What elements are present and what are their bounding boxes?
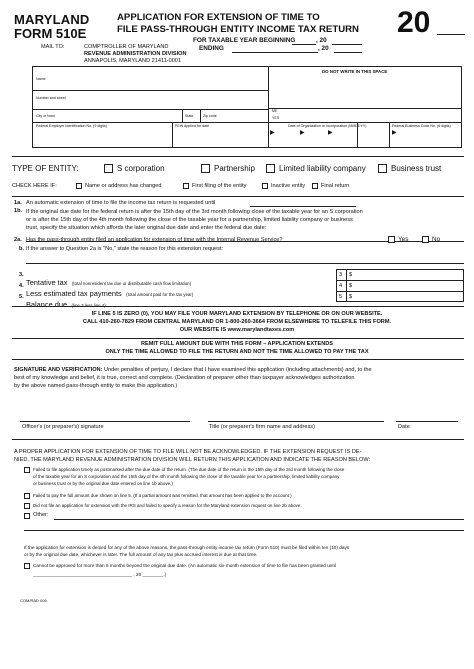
section-rule [12, 359, 464, 360]
line-1a-number: 1a. [14, 200, 22, 206]
disclaimer-line2: NIED, THE MARYLAND REVENUE ADMINISTRATION DIVISION WILL RETURN THIS APPLICATION AND INDICATE THE REASON BELOW: [14, 457, 371, 463]
reason-late-text-2: of the taxable year for an S corporation and the 15th day of the 4th month following the close of the taxable year for a partnership, limited liability company [33, 474, 340, 479]
reason-late-text-1: Failed to file application timely as postmarked after the due date of the return. (The due date of the return is the 15th day of the 3rd month following the close [33, 467, 345, 472]
state-title: MARYLAND [14, 12, 90, 27]
zip-label: Zip code [203, 114, 217, 118]
s-corp-label: S corporation [117, 164, 165, 173]
form-title-line2: FILE PASS-THROUGH ENTITY INCOME TAX RETURN [117, 24, 359, 35]
line-2b-text: If the answer to Question 2a is "No," state the reason for this extension request: [26, 246, 224, 252]
taxable-year-20: , 20 [316, 37, 327, 44]
taxable-begin-line[interactable] [292, 44, 316, 45]
arrow-icon: ▶ [392, 130, 397, 136]
arrow-icon: ▶ [270, 130, 275, 136]
yes-label: YES [272, 116, 280, 120]
middle-row-line [268, 108, 462, 109]
section-rule [12, 196, 464, 197]
line-5-note: (line 3 less line 4) [71, 303, 106, 308]
name-label: Name [36, 77, 46, 81]
line-4-amount-field[interactable] [356, 281, 463, 291]
line-3-label: Tentative tax [26, 278, 68, 287]
line-2a-number: 2a. [14, 237, 22, 243]
check-here-label: CHECK HERE IF: [12, 183, 57, 189]
signature-line: Under penalties of perjury, I declare that I have examined this application (including attachments) and, to the [104, 367, 372, 373]
llc-label: Limited liability company [279, 164, 366, 173]
title-field[interactable] [208, 421, 384, 422]
line-2a-yes-label: Yes [398, 236, 409, 243]
disclaimer-line1: A PROPER APPLICATION FOR EXTENSION OF TIME TO FILE WILL NOT BE ACKNOWLEDGED. IF THE EXTENSION REQUEST IS DE- [14, 449, 362, 455]
form-title-line1: APPLICATION FOR EXTENSION OF TIME TO [117, 12, 320, 23]
cannot-approve-checkbox[interactable] [24, 563, 30, 569]
line-1a-field[interactable] [250, 206, 356, 207]
row-number: 5 [339, 294, 343, 300]
dollar-sign: $ [349, 294, 353, 300]
line-2a-yes-checkbox[interactable] [388, 236, 395, 243]
reason-no-irs-checkbox[interactable] [24, 503, 30, 509]
reason-other-field-2[interactable] [24, 530, 464, 531]
row-number: 3 [339, 272, 343, 278]
date-label: Date [398, 424, 410, 430]
reason-late-checkbox[interactable] [24, 467, 30, 473]
final-return-checkbox[interactable] [312, 183, 318, 189]
business-trust-checkbox[interactable] [378, 164, 387, 173]
form-number: FORM 510E [14, 26, 87, 41]
reason-unpaid-text: Failed to pay the full amount due shown on line 5. (If a partial amount was remitted, that amount has been applied to the account.) [33, 493, 292, 498]
remit-line2: ONLY THE TIME ALLOWED TO FILE THE RETURN AND NOT THE TIME ALLOWED TO PAY THE TAX [105, 349, 369, 355]
row-number: 4 [339, 283, 343, 289]
line-3-amount-field[interactable] [356, 270, 463, 280]
line-5-number: 5. [19, 294, 24, 300]
name-changed-label: Name or address has changed [85, 183, 162, 189]
fein-applied-divider [268, 122, 269, 148]
partnership-label: Partnership [214, 164, 255, 173]
reason-late-text-3: or business trust or by the original due date entered on line 1b above.) [33, 481, 173, 486]
arrow-icon: ▶ [328, 130, 333, 136]
line-1b-text-1: If the original due date for the federal return is after the 15th day of the 3rd month following close of the taxable year for an S corporation [26, 209, 363, 215]
line-2a-text: Has the pass-through entity filed an application for extension of time with the Internal Revenue Service? [26, 237, 283, 243]
inactive-label: Inactive entity [271, 183, 306, 189]
date-org-divider [357, 122, 358, 148]
remit-line1: REMIT FULL AMOUNT DUE WITH THIS FORM – APPLICATION EXTENDS [140, 341, 334, 347]
me-label: ME [272, 109, 278, 113]
first-filing-label: First filing of the entity [192, 183, 247, 189]
denied-note-2: or by the original due date, whichever is later. The full amount of any tax plus accrued interest is due at that time. [24, 552, 258, 557]
officer-signature-label: Officer's (or preparer's) signature [22, 424, 104, 430]
ending-line[interactable] [232, 52, 318, 53]
line-2a-no-checkbox[interactable] [422, 236, 429, 243]
line-5-text [26, 294, 106, 312]
ending-label: ENDING [199, 45, 224, 52]
reason-other-field[interactable] [54, 519, 464, 520]
s-corp-checkbox[interactable] [104, 164, 113, 173]
first-filing-checkbox[interactable] [183, 183, 189, 189]
line-2b-number: b. [19, 246, 24, 252]
reason-other-label: Other: [33, 512, 49, 518]
business-code-divider [389, 122, 390, 148]
line-4-label: Less estimated tax payments [26, 289, 122, 298]
notice-line3: OUR WEBSITE IS www.marylandtaxes.com [179, 327, 295, 333]
dollar-sign: $ [349, 272, 353, 278]
taxable-year-line[interactable] [332, 44, 362, 45]
mail-line2: REVENUE ADMINISTRATION DIVISION [84, 51, 187, 57]
line-2b-field[interactable] [26, 263, 464, 264]
line-1b-number: 1b. [14, 208, 23, 214]
city-state-divider [182, 109, 183, 122]
amount-num-divider [346, 269, 347, 302]
section-rule [12, 156, 464, 157]
line-1a-text: An automatic extension of time to file the income tax return is requested until [26, 200, 216, 206]
name-field[interactable] [32, 90, 268, 91]
line-4-note: (total amount paid for the tax year) [126, 292, 194, 297]
ending-20: , 20 [318, 45, 329, 52]
mail-line1: COMPTROLLER OF MARYLAND [84, 44, 169, 50]
line-1b-text-3: trust, specify the situation which affords the later original due date and enter the federal due date: [26, 225, 267, 231]
reason-other-checkbox[interactable] [24, 513, 30, 519]
mail-to-label: MAIL TO: [41, 44, 65, 50]
do-not-write-label: DO NOT WRITE IN THIS SPACE [322, 69, 388, 74]
llc-checkbox[interactable] [266, 164, 275, 173]
footer-code: COM/RAD 006 [20, 598, 47, 603]
title-label: Title (or preparer's firm name and address) [209, 424, 315, 430]
signature-heading: SIGNATURE AND VERIFICATION: [14, 367, 103, 373]
notice-line1: IF LINE 5 IS ZERO (0), YOU MAY FILE YOUR MARYLAND EXTENSION BY TELEPHONE OR ON OUR WEBSITE. [91, 311, 383, 317]
fein-divider [172, 122, 173, 148]
dollar-sign: $ [349, 283, 353, 289]
state-zip-divider [200, 109, 201, 122]
cannot-approve-text-1: Cannot be approved for more than 6 months beyond the original due date. (An automatic six-month extension of time to file has been granted until [33, 563, 336, 568]
cannot-approve-text-2: ______________________________________ , 20 ________.) [33, 572, 167, 577]
line-3-note: (total nonresident tax due or distributable cash flow limitation) [71, 281, 192, 286]
taxable-year-label: FOR TAXABLE YEAR BEGINNING [193, 37, 296, 44]
signature-text-2: best of my knowledge and belief, it is true, correct and complete. (Declaration of preparer other than taxpayer acknowledges authorization [14, 375, 355, 381]
dnw-divider [268, 66, 269, 122]
line-3-number: 3. [19, 272, 24, 278]
line-5-label: Balance due [26, 300, 68, 309]
arrow-icon: ▶ [300, 130, 305, 136]
line-2a-no-label: No [432, 236, 441, 243]
date-field[interactable] [396, 421, 458, 422]
entity-info-block [32, 66, 462, 148]
year-suffix-line [437, 34, 465, 35]
business-trust-label: Business trust [391, 164, 442, 173]
business-code-label: Federal Business Code No. (6 digits) [392, 124, 451, 128]
name-changed-checkbox[interactable] [76, 183, 82, 189]
line-4-number: 4. [19, 283, 24, 289]
mail-line3: ANNAPOLIS, MARYLAND 21411-0001 [84, 58, 182, 64]
bottom-row-top [32, 122, 462, 123]
line-5-amount-field[interactable] [356, 292, 463, 302]
partnership-checkbox[interactable] [201, 164, 210, 173]
fein-applied-label: FEIN Applied for date [175, 124, 210, 128]
reason-no-irs-text: Did not file an application for extension with the IRS and failed to specify a reason for the Maryland extension request on line 2b above. [33, 503, 302, 508]
fein-label: Federal Employer Identification No. (9 digits) [36, 124, 107, 128]
section-rule [12, 439, 464, 440]
street-field[interactable] [32, 109, 268, 110]
inactive-checkbox[interactable] [262, 183, 268, 189]
officer-signature-field[interactable] [20, 421, 190, 422]
denied-note-1: If the application for extension is denied for any of the above reasons, the pass-through entity income tax return (Form 510) must be filed within ten (10) days [24, 545, 350, 550]
state-label: State [185, 114, 194, 118]
date-org-label: Date of Organization or Incorporation (MMDDYY) [288, 124, 367, 128]
signature-text-3: by the above named pass-through entity to make this application.) [14, 383, 178, 389]
city-label: City or town [36, 114, 55, 118]
section-rule [12, 306, 464, 307]
entity-type-label: TYPE OF ENTITY: [12, 164, 79, 173]
final-return-label: Final return [321, 183, 350, 189]
street-label: Number and street [36, 96, 66, 100]
ending-year-line[interactable] [334, 52, 362, 53]
notice-line2: CALL 410-260-7829 FROM CENTRAL MARYLAND OR 1-800-260-3664 FROM ELSEWHERE TO TELEFILE THIS FORM. [82, 319, 392, 325]
reason-unpaid-checkbox[interactable] [24, 493, 30, 499]
year-prefix: 20 [397, 6, 431, 39]
line-1b-text-2: or is after the 15th day of the 4th month following the close of the taxable year for a partnership, limited liability company or business [26, 217, 353, 223]
section-rule [12, 338, 464, 339]
